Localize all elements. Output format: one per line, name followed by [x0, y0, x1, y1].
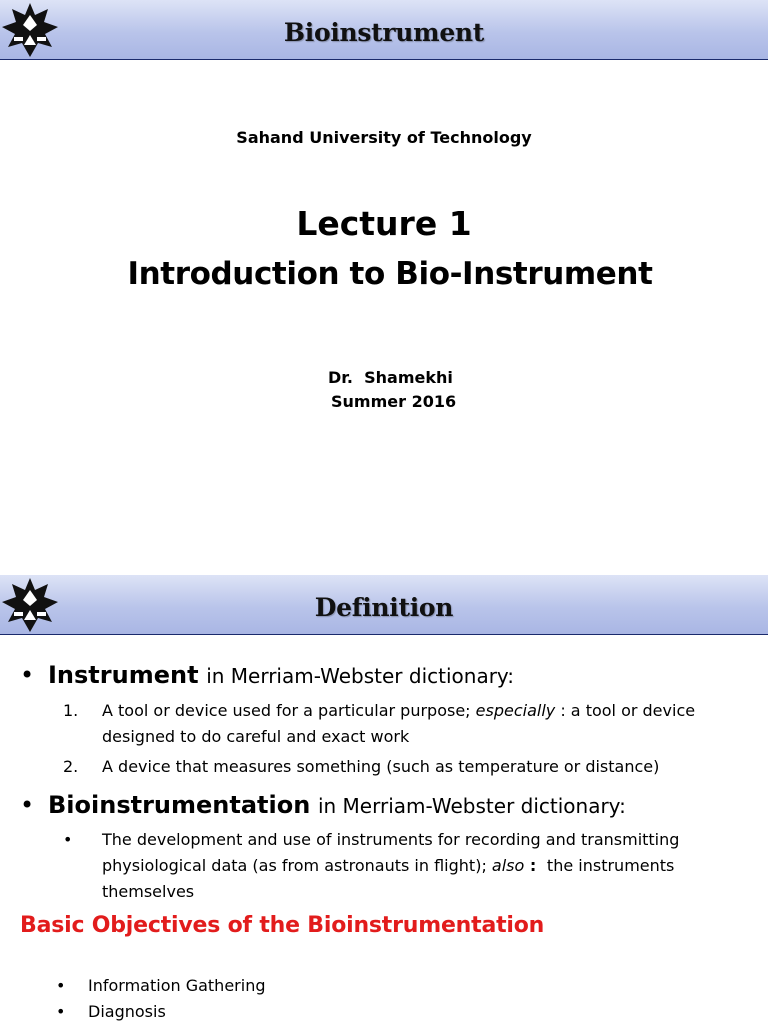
objective-text: Diagnosis: [88, 1002, 166, 1021]
definition-text: The development and use of instruments for recording and transmitting physiological data (as from astronauts in flight); also : the instruments themselves: [102, 830, 680, 901]
bioinstrumentation-term: Bioinstrumentation: [48, 791, 311, 819]
instrument-bullet: [20, 660, 514, 691]
slide-header-title: Definition: [314, 593, 454, 622]
slide-header-title: Bioinstrument: [283, 18, 485, 47]
instrument-source: in Merriam-Webster dictionary:: [206, 664, 515, 688]
author-name: Dr. Shamekhi: [328, 368, 453, 387]
instrument-definition-2: [60, 754, 750, 780]
university-name: Sahand University of Technology: [236, 128, 532, 147]
bioinstrumentation-definition: [60, 827, 740, 905]
definition-slide: [0, 575, 768, 1024]
term-label: Summer 2016: [331, 392, 457, 411]
bullet-dot: •: [56, 976, 66, 995]
item-number: 1.: [63, 701, 79, 720]
objectives-heading: Basic Objectives of the Bioinstrumentation: [20, 913, 545, 938]
definition-text: A tool or device used for a particular purpose; especially : a tool or device designed to do careful and exact work: [102, 701, 696, 746]
bullet-dot: •: [20, 791, 35, 819]
list-item: [56, 1000, 166, 1024]
bullet-dot: •: [56, 1002, 66, 1021]
objective-text: Information Gathering: [88, 976, 266, 995]
bullet-dot: •: [20, 661, 35, 689]
lecture-number: Lecture 1: [296, 204, 472, 243]
bullet-dot: •: [63, 830, 73, 849]
bioinstrumentation-source: in Merriam-Webster dictionary:: [317, 794, 626, 818]
list-item: [56, 974, 265, 998]
slide-header-banner: [0, 0, 768, 60]
slide-header-banner: [0, 575, 768, 635]
instrument-definition-1: [60, 698, 750, 750]
emphasis-especially: especially: [475, 701, 556, 720]
emphasis-also: also: [491, 856, 525, 875]
instrument-term: Instrument: [48, 661, 199, 689]
lecture-title: Introduction to Bio-Instrument: [127, 256, 653, 292]
bioinstrumentation-bullet: [20, 790, 626, 821]
item-number: 2.: [63, 757, 79, 776]
definition-text: A device that measures something (such as temperature or distance): [102, 757, 660, 776]
